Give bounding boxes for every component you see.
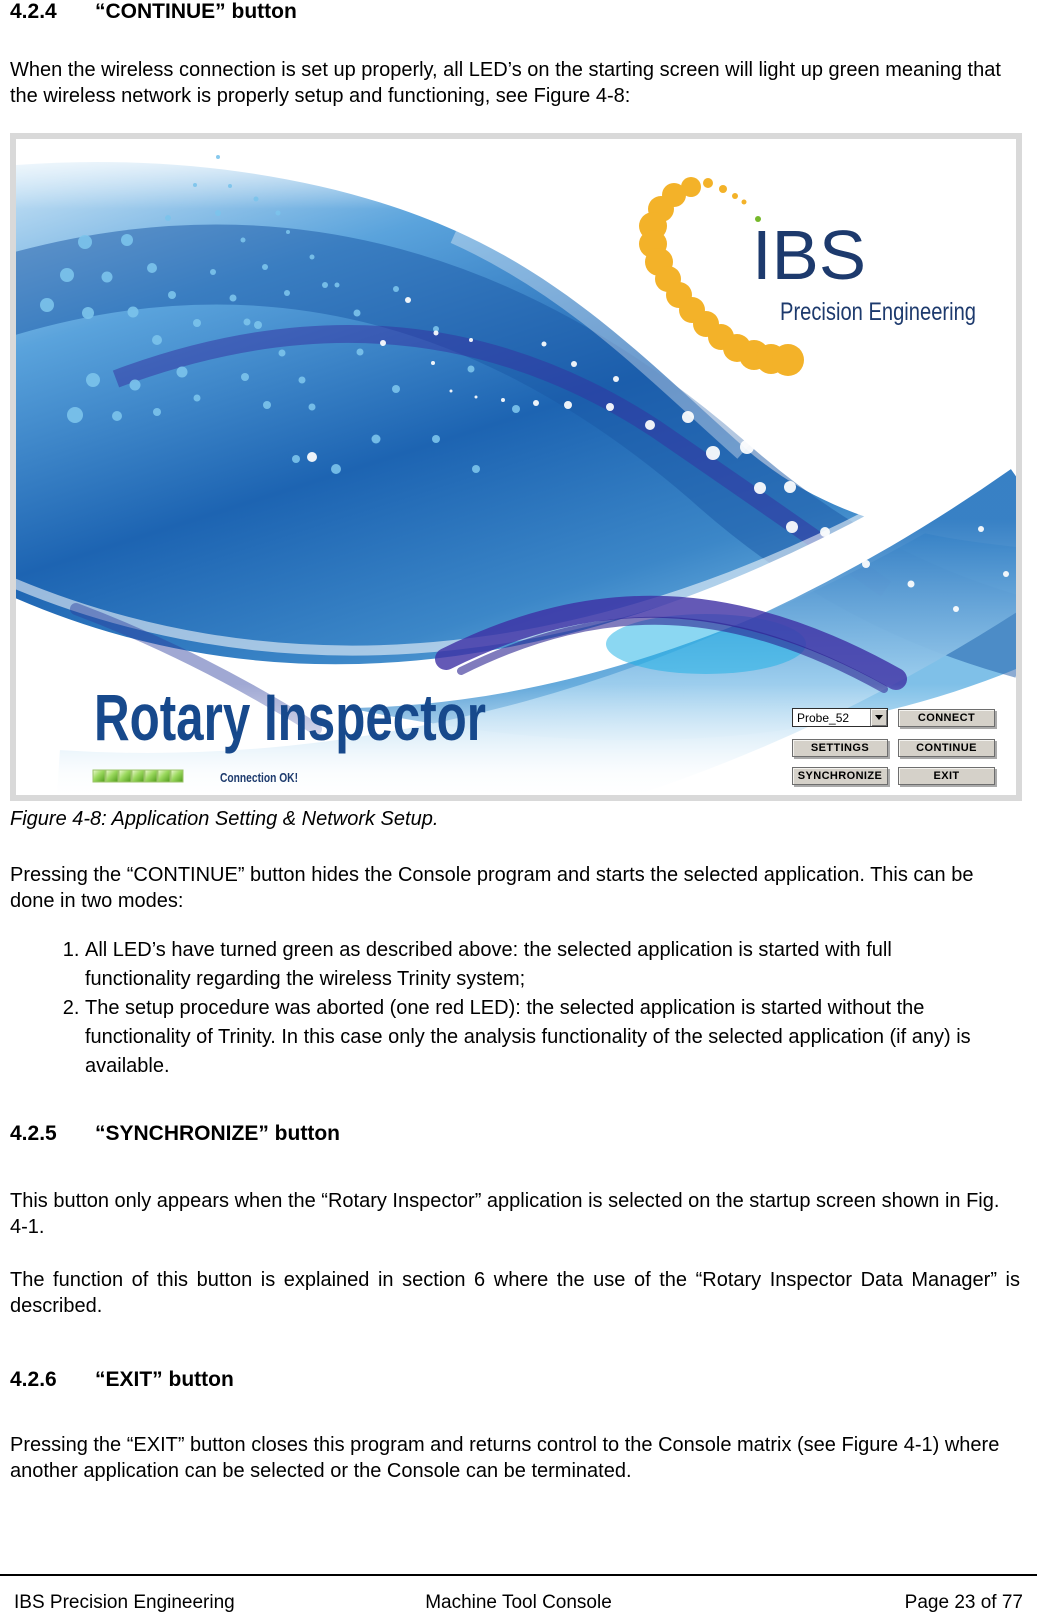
paragraph-426: Pressing the “EXIT” button closes this program and returns control to the Console matrix (see Figure 4-1) where another application can be selected or the Console can be terminated. xyxy=(10,1434,1000,1482)
section-title: “CONTINUE” button xyxy=(95,0,297,23)
footer-doc-title: Machine Tool Console xyxy=(425,1592,612,1613)
ibs-logo-text: IBS xyxy=(752,216,866,294)
exit-button[interactable]: EXIT xyxy=(898,767,995,785)
section-number: 4.2.5 xyxy=(10,1122,57,1145)
section-heading-426 xyxy=(10,1368,234,1392)
figure-4-8 xyxy=(10,133,1022,801)
connect-button[interactable]: CONNECT xyxy=(898,709,995,727)
synchronize-button[interactable]: SYNCHRONIZE xyxy=(792,767,888,785)
probe-select[interactable] xyxy=(792,708,888,727)
app-title: Rotary Inspector xyxy=(94,680,486,754)
page-footer xyxy=(0,1592,1037,1619)
connection-status-text: Connection OK! xyxy=(220,770,298,785)
section-heading-425 xyxy=(10,1122,340,1146)
mode-list xyxy=(10,936,1000,1081)
paragraph-425-1: This button only appears when the “Rotary Inspector” application is selected on the startup screen shown in Fig. 4-1. xyxy=(10,1190,1000,1238)
section-title: “SYNCHRONIZE” button xyxy=(95,1122,340,1145)
section-number: 4.2.6 xyxy=(10,1368,57,1391)
ibs-logo-subtext: Precision Engineering xyxy=(780,298,976,326)
paragraph-425-2: The function of this button is explained in section 6 where the use of the “Rotary Inspector Data Manager” is described. xyxy=(10,1269,1020,1317)
continue-button[interactable]: CONTINUE xyxy=(898,739,995,757)
footer-company: IBS Precision Engineering xyxy=(14,1592,235,1613)
paragraph-424: When the wireless connection is set up properly, all LED’s on the starting screen will light up green meaning that the wireless network is properly setup and functioning, see Figure 4-8: xyxy=(10,59,1001,107)
dropdown-button[interactable] xyxy=(870,709,887,726)
led-indicators xyxy=(93,770,183,782)
probe-select-value: Probe_52 xyxy=(797,710,850,725)
section-number: 4.2.4 xyxy=(10,0,57,23)
wave-artwork xyxy=(16,139,1016,795)
footer-page-number: Page 23 of 77 xyxy=(904,1592,1023,1613)
list-item: 1. All LED’s have turned green as described above: the selected application is started with full functionality regarding the wireless Trinity system; xyxy=(85,936,1000,994)
figure-caption: Figure 4-8: Application Setting & Network Setup. xyxy=(10,808,439,830)
footer-divider xyxy=(0,1574,1037,1576)
section-title: “EXIT” button xyxy=(95,1368,234,1391)
list-item: 2. The setup procedure was aborted (one red LED): the selected application is started without the functionality of Trinity. In this case only the analysis functionality of the selected application (if any) is available. xyxy=(85,994,1000,1081)
chevron-down-icon xyxy=(875,715,883,720)
paragraph-continue: Pressing the “CONTINUE” button hides the Console program and starts the selected application. This can be done in two modes: xyxy=(10,864,974,912)
section-heading-424 xyxy=(10,0,297,24)
settings-button[interactable]: SETTINGS xyxy=(792,739,888,757)
